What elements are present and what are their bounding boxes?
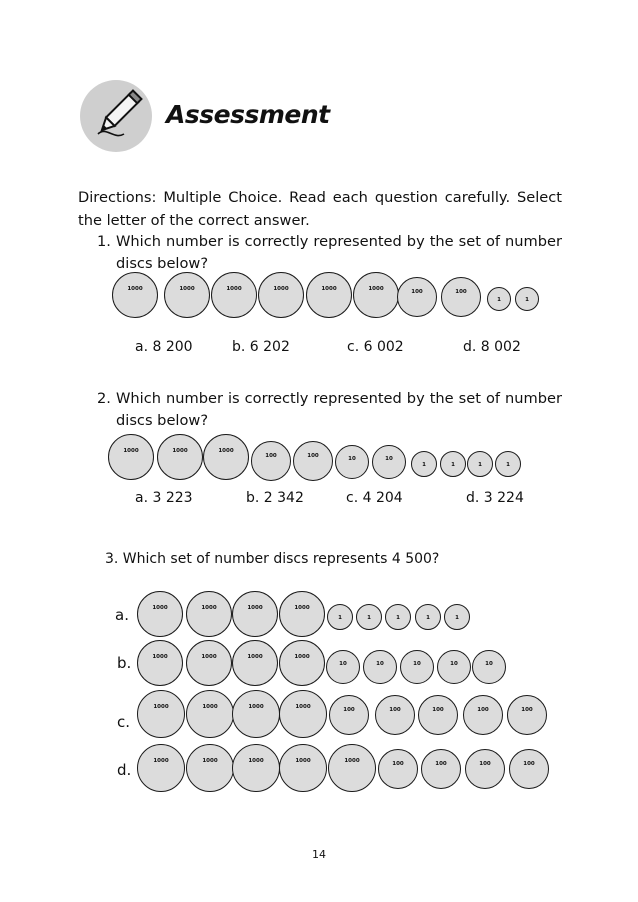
number-disc-1000 [211, 272, 257, 318]
number-disc-1000 [232, 640, 278, 686]
disc-value: 1 [451, 462, 455, 468]
question-1-number: 1. [97, 233, 111, 250]
number-disc-1 [487, 287, 511, 311]
number-disc-100 [378, 749, 418, 789]
disc-value: 1000 [294, 604, 310, 611]
question-1-line-2: discs below? [116, 255, 209, 272]
number-disc-1 [515, 287, 539, 311]
disc-value: 100 [392, 761, 404, 768]
number-disc-1 [411, 451, 437, 477]
directions-text [78, 186, 562, 232]
disc-value: 100 [521, 707, 533, 714]
disc-value: 1000 [295, 704, 311, 711]
disc-value: 10 [339, 660, 347, 667]
page-number: 14 [312, 848, 326, 861]
number-disc-1000 [279, 744, 327, 792]
question-1-choice-c: c. 6 002 [347, 339, 404, 355]
disc-value: 1000 [152, 653, 168, 660]
option-d-label: d. [117, 761, 132, 779]
disc-value: 1000 [294, 653, 310, 660]
number-disc-100 [329, 695, 369, 735]
number-disc-1 [327, 604, 353, 630]
question-2-choice-b: b. 2 342 [246, 490, 304, 506]
disc-value: 100 [523, 761, 535, 768]
directions-line-2: the letter of the correct answer. [78, 212, 310, 229]
number-disc-1 [444, 604, 470, 630]
disc-value: 1000 [127, 285, 143, 292]
disc-value: 1000 [247, 604, 263, 611]
disc-value: 100 [343, 707, 355, 714]
number-disc-1000 [306, 272, 352, 318]
number-disc-10 [326, 650, 360, 684]
number-disc-1000 [258, 272, 304, 318]
disc-value: 10 [485, 660, 493, 667]
question-2-line-2: discs below? [116, 412, 209, 429]
number-disc-100 [375, 695, 415, 735]
disc-value: 1000 [248, 758, 264, 765]
disc-value: 1000 [123, 447, 139, 454]
option-a-label: a. [115, 606, 129, 624]
number-disc-1000 [164, 272, 210, 318]
number-disc-100 [465, 749, 505, 789]
number-disc-100 [293, 441, 333, 481]
question-1-line-1: Which number is correctly represented by the set of number [116, 233, 562, 250]
number-disc-1000 [137, 744, 185, 792]
option-c-label: c. [117, 713, 131, 731]
number-disc-100 [421, 749, 461, 789]
number-disc-1000 [232, 591, 278, 637]
pencil-icon [80, 80, 152, 152]
number-disc-1000 [328, 744, 376, 792]
disc-value: 1 [396, 615, 400, 621]
number-disc-100 [509, 749, 549, 789]
directions-line-1: Directions: Multiple Choice. Read each question carefully. Select [78, 189, 562, 206]
number-disc-1000 [137, 640, 183, 686]
disc-value: 1000 [248, 704, 264, 711]
number-disc-1000 [108, 434, 154, 480]
number-disc-1 [356, 604, 382, 630]
number-disc-10 [437, 650, 471, 684]
disc-value: 10 [450, 660, 458, 667]
number-disc-100 [507, 695, 547, 735]
number-disc-10 [372, 445, 406, 479]
disc-value: 1000 [247, 653, 263, 660]
question-1-choice-a: a. 8 200 [135, 339, 193, 355]
disc-value: 1000 [153, 704, 169, 711]
number-disc-1000 [137, 591, 183, 637]
number-disc-1000 [279, 640, 325, 686]
disc-value: 1000 [201, 604, 217, 611]
disc-value: 1000 [201, 653, 217, 660]
disc-value: 100 [265, 453, 277, 460]
number-disc-1000 [186, 690, 234, 738]
number-disc-1000 [279, 591, 325, 637]
number-disc-10 [472, 650, 506, 684]
disc-value: 1000 [179, 285, 195, 292]
option-b-label: b. [117, 654, 132, 672]
disc-value: 1000 [344, 758, 360, 765]
number-disc-100 [397, 277, 437, 317]
number-disc-100 [418, 695, 458, 735]
question-2-number: 2. [97, 390, 111, 407]
disc-value: 1 [338, 615, 342, 621]
disc-value: 1 [422, 462, 426, 468]
disc-value: 1000 [295, 758, 311, 765]
number-disc-1000 [137, 690, 185, 738]
disc-value: 1 [367, 615, 371, 621]
number-disc-1000 [112, 272, 158, 318]
number-disc-10 [400, 650, 434, 684]
disc-value: 100 [479, 761, 491, 768]
page-title: Assessment [166, 100, 330, 129]
question-1-choice-d: d. 8 002 [463, 339, 521, 355]
disc-value: 100 [455, 289, 467, 296]
disc-value: 1000 [321, 285, 337, 292]
disc-value: 1 [506, 462, 510, 468]
disc-value: 1000 [202, 704, 218, 711]
number-disc-1 [385, 604, 411, 630]
disc-value: 10 [376, 660, 384, 667]
number-disc-100 [463, 695, 503, 735]
disc-value: 1 [525, 297, 529, 303]
disc-value: 1000 [368, 285, 384, 292]
number-disc-100 [441, 277, 481, 317]
disc-value: 100 [389, 707, 401, 714]
number-disc-1 [467, 451, 493, 477]
disc-value: 100 [432, 707, 444, 714]
disc-value: 1000 [273, 285, 289, 292]
disc-value: 1000 [152, 604, 168, 611]
question-2-line-1: Which number is correctly represented by the set of number [116, 390, 562, 407]
question-2-choice-d: d. 3 224 [466, 490, 524, 506]
disc-value: 1000 [218, 447, 234, 454]
number-disc-1000 [186, 591, 232, 637]
disc-value: 1000 [202, 758, 218, 765]
number-disc-1000 [232, 744, 280, 792]
disc-value: 100 [477, 707, 489, 714]
disc-value: 10 [413, 660, 421, 667]
number-disc-1000 [186, 640, 232, 686]
number-disc-1000 [186, 744, 234, 792]
number-disc-1000 [232, 690, 280, 738]
disc-value: 1 [455, 615, 459, 621]
question-3-text: 3. Which set of number discs represents 4 500? [105, 551, 440, 567]
disc-value: 100 [307, 453, 319, 460]
number-disc-1 [415, 604, 441, 630]
disc-value: 10 [385, 455, 393, 462]
disc-value: 100 [435, 761, 447, 768]
question-2-choice-a: a. 3 223 [135, 490, 193, 506]
disc-value: 1000 [153, 758, 169, 765]
disc-value: 1 [497, 297, 501, 303]
number-disc-1000 [157, 434, 203, 480]
number-disc-10 [363, 650, 397, 684]
number-disc-1000 [203, 434, 249, 480]
number-disc-1 [440, 451, 466, 477]
disc-value: 1000 [226, 285, 242, 292]
number-disc-1000 [279, 690, 327, 738]
disc-value: 100 [411, 289, 423, 296]
disc-value: 1000 [172, 447, 188, 454]
number-disc-100 [251, 441, 291, 481]
question-1-choice-b: b. 6 202 [232, 339, 290, 355]
question-2-choice-c: c. 4 204 [346, 490, 403, 506]
number-disc-1000 [353, 272, 399, 318]
number-disc-1 [495, 451, 521, 477]
disc-value: 1 [426, 615, 430, 621]
disc-value: 1 [478, 462, 482, 468]
disc-value: 10 [348, 455, 356, 462]
number-disc-10 [335, 445, 369, 479]
